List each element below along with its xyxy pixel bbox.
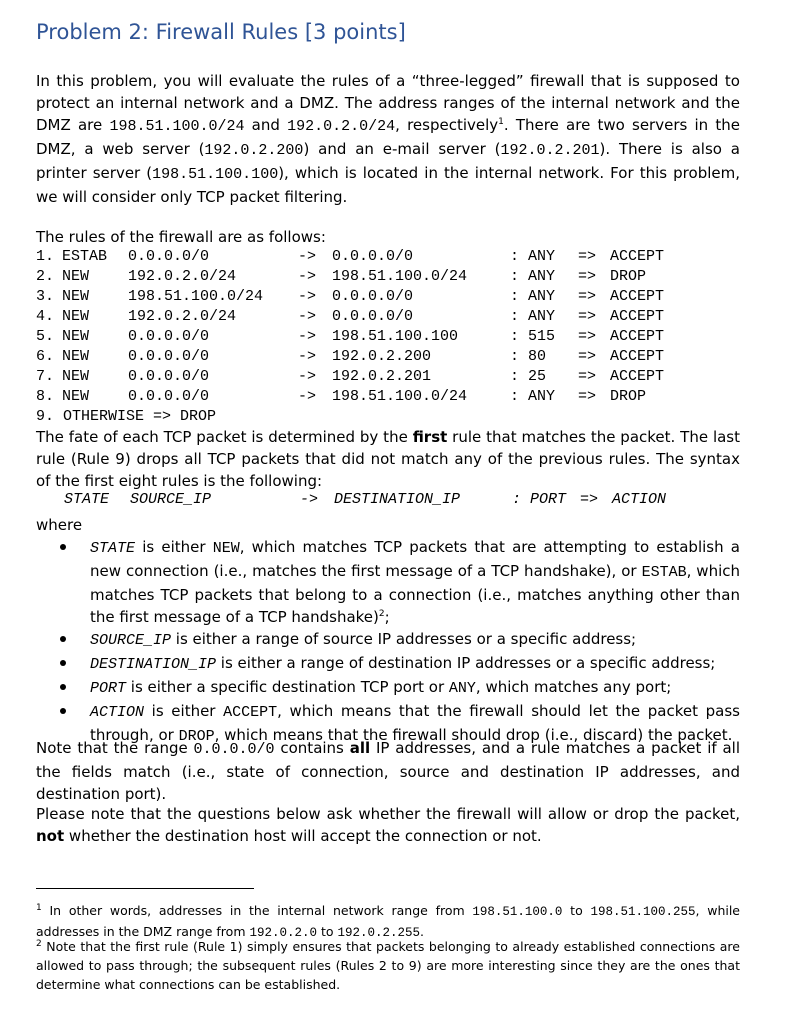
footnote-ref-1: 1 [498,117,504,127]
rule-dst: 192.0.2.200 [332,348,432,365]
rule-num: 4. [36,308,55,325]
rule-colon: : [510,328,520,345]
rule-arrow2: => [578,288,597,305]
field-definitions [36,536,740,748]
rule-state: ESTAB [62,248,108,265]
rule-num: 1. [36,248,55,265]
rule-state: NEW [62,308,90,325]
rule-port: 25 [528,368,547,385]
rule-action: ACCEPT [610,328,665,345]
rule-arrow: -> [298,308,317,325]
rule-otherwise: 9. OTHERWISE => DROP [36,408,217,425]
rule-num: 8. [36,388,55,405]
rule-src: 192.0.2.0/24 [128,268,237,285]
rule-colon: : [510,268,520,285]
rule-arrow2: => [578,348,597,365]
rule-num: 2. [36,268,55,285]
footnote-2: $^2$ Note that the first rule (Rule 1) simply ensures that packets belonging to already established connections are allowed to pass through; the subsequent rules (Rules 2 to 9) are more interesting since they are the ones that determine what connections can be established. [36,938,740,992]
rule-row [36,347,664,367]
where-label: where [36,516,83,534]
rule-src: 0.0.0.0/0 [128,388,210,405]
page-title [36,20,406,44]
rule-num: 7. [36,368,55,385]
syntax-dst: DESTINATION_IP [334,491,461,508]
rule-arrow: -> [298,388,317,405]
rule-arrow: -> [298,348,317,365]
rule-row [36,367,664,387]
rules-table [36,247,664,427]
rule-row [36,307,664,327]
rule-port: 515 [528,328,556,345]
rule-state: NEW [62,348,90,365]
rule-src: 198.51.100.0/24 [128,288,264,305]
rule-row [36,287,664,307]
rule-arrow: -> [298,288,317,305]
rule-src: 0.0.0.0/0 [128,368,210,385]
rule-src: 0.0.0.0/0 [128,348,210,365]
footnote-divider [36,888,254,889]
syntax-arrow2: => [580,491,599,508]
rules-heading: The rules of the firewall are as follows: [36,228,326,246]
please-note-paragraph: Please note that the questions below ask whether the firewall will allow or drop the packet, not whether the destination host will accept the connection or not. [36,805,740,845]
list-item: DESTINATION_IP is either a range of destination IP addresses or a specific address; [36,652,740,676]
rule-action: ACCEPT [610,248,665,265]
rule-dst: 192.0.2.201 [332,368,432,385]
rule-state: NEW [62,368,90,385]
note-paragraph: Note that the range 0.0.0.0/0 contains all IP addresses, and a rule matches a packet if all the fields match (i.e., state of connection, source and destination IP addresses, and destination port). [36,739,741,803]
syntax-arrow: -> [300,491,319,508]
rule-arrow: -> [298,368,317,385]
rule-arrow2: => [578,268,597,285]
rule-colon: : [510,388,520,405]
syntax-state: STATE [64,491,110,508]
rule-colon: : [510,368,520,385]
rule-action: ACCEPT [610,368,665,385]
rule-dst: 0.0.0.0/0 [332,288,414,305]
rule-dst: 198.51.100.0/24 [332,388,468,405]
rule-dst: 198.51.100.0/24 [332,268,468,285]
syntax-port: PORT [530,491,567,508]
rule-colon: : [510,348,520,365]
rule-dst: 198.51.100.100 [332,328,459,345]
rule-action: DROP [610,388,647,405]
rule-action: ACCEPT [610,348,665,365]
rule-port: ANY [528,308,556,325]
rule-port: ANY [528,268,556,285]
rule-state: NEW [62,388,90,405]
rule-arrow2: => [578,328,597,345]
rule-colon: : [510,288,520,305]
rule-colon: : [510,248,520,265]
rule-row [36,327,664,347]
rule-arrow2: => [578,388,597,405]
rule-syntax [64,491,666,508]
rule-action: ACCEPT [610,308,665,325]
rule-arrow: -> [298,248,317,265]
rule-num: 6. [36,348,55,365]
rule-dst: 0.0.0.0/0 [332,248,414,265]
list-item: SOURCE_IP is either a range of source IP addresses or a specific address; [36,628,740,652]
rule-state: NEW [62,328,90,345]
rule-state: NEW [62,288,90,305]
rule-row [36,267,664,287]
rule-row [36,387,664,407]
list-item: PORT is either a specific destination TCP port or ANY, which matches any port; [36,676,740,700]
footnote-1: $^1$ In other words, addresses in the internal network range from 198.51.100.0 to 198.51.100.255, while addresses in the DMZ range from 192.0.2.0 to 192.0.2.255. [36,902,740,940]
rule-dst: 0.0.0.0/0 [332,308,414,325]
rule-port: 80 [528,348,547,365]
syntax-action: ACTION [612,491,667,508]
rule-arrow: -> [298,268,317,285]
title-main: Problem 2: Firewall Rules [36,20,299,44]
rule-colon: : [510,308,520,325]
syntax-colon: : [512,491,522,508]
rule-src: 192.0.2.0/24 [128,308,237,325]
rule-num: 3. [36,288,55,305]
list-item: STATE is either NEW, which matches TCP packets that are attempting to establish a new connection (i.e., matches the first message of a TCP handshake), or ESTAB, which matches TCP packets that belong to a connection (i.e., matches anything other than the first message of a TCP handshake)$^2$; [36,536,740,628]
rule-port: ANY [528,248,556,265]
rule-port: ANY [528,288,556,305]
rule-src: 0.0.0.0/0 [128,248,210,265]
rule-action: ACCEPT [610,288,665,305]
rule-src: 0.0.0.0/0 [128,328,210,345]
title-points: [3 points] [304,20,406,44]
rule-arrow2: => [578,248,597,265]
list-item: ACTION is either ACCEPT, which means that the firewall should let the packet pass through, or DROP, which means that the firewall should drop (i.e., discard) the packet. [36,700,740,748]
rule-arrow: -> [298,328,317,345]
fate-paragraph: The fate of each TCP packet is determined by the first rule that matches the packet. The last rule (Rule 9) drops all TCP packets that did not match any of the previous rules. The syntax of the first eight rules is the following: [36,428,741,490]
rule-port: ANY [528,388,556,405]
intro-paragraph: In this problem, you will evaluate the rules of a “three-legged” firewall that is supposed to protect an internal network and a DMZ. The address ranges of the internal network and the DMZ are 198.51.100.0/24 and 192.0.2.0/24, respectively$^1$. There are two servers in the DMZ, a web server (192.0.2.200) and an e-mail server (192.0.2.201). There is also a printer server (198.51.100.100), which is located in the internal network. For this problem, we will consider only TCP packet filtering. [36,72,741,206]
rule-arrow2: => [578,368,597,385]
rule-arrow2: => [578,308,597,325]
syntax-src: SOURCE_IP [130,491,212,508]
rule-state: NEW [62,268,90,285]
rule-num: 5. [36,328,55,345]
rule-row [36,247,664,267]
rule-action: DROP [610,268,647,285]
